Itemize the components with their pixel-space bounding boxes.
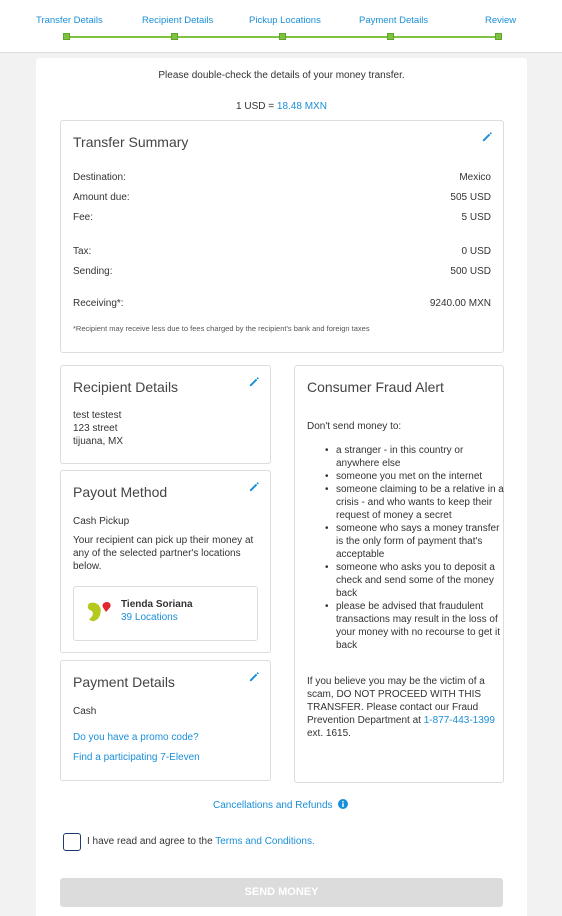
fraud-lead: Don't send money to:	[307, 421, 402, 432]
list-item-text: please be advised that fraudulent transactions may result in the loss of your money with no recourse to get it back	[336, 601, 500, 651]
summary-footnote: *Recipient may receive less due to fees charged by the recipient's bank and foreign taxes	[73, 324, 370, 333]
row-value: 5 USD	[461, 212, 491, 223]
edit-pencil-icon[interactable]	[482, 131, 493, 142]
promo-code-link[interactable]: Do you have a promo code?	[73, 732, 199, 743]
edit-pencil-icon[interactable]	[249, 671, 260, 682]
row-label: Destination:	[73, 172, 126, 183]
summary-row-receiving	[73, 298, 491, 309]
info-icon[interactable]	[338, 799, 348, 809]
list-item: • a stranger - in this country or anywhere else	[325, 445, 464, 469]
soriana-logo-icon	[86, 600, 112, 624]
summary-row-fee	[73, 212, 491, 223]
terms-checkbox[interactable]	[63, 833, 81, 851]
payment-details-title: Payment Details	[73, 674, 175, 690]
row-label: Sending:	[73, 266, 113, 277]
rate-prefix: 1 USD =	[236, 101, 277, 112]
terms-label	[87, 836, 315, 847]
list-item: • someone claiming to be a relative in a crisis - and who wants to keep their request of money a secret	[325, 484, 504, 521]
fraud-warning-list	[325, 444, 506, 652]
send-money-button[interactable]: SEND MONEY	[60, 878, 503, 907]
fraud-phone-link[interactable]: 1-877-443-1399	[423, 715, 495, 726]
summary-row-amount-due	[73, 192, 491, 203]
fraud-alert-box	[294, 365, 504, 783]
step-review: Review	[485, 15, 517, 26]
row-label: Tax:	[73, 246, 92, 257]
exchange-rate	[36, 101, 527, 112]
fraud-footer	[307, 675, 497, 740]
recipient-street: 123 street	[73, 423, 118, 434]
payout-method-box	[60, 470, 271, 653]
recipient-city: tijuana, MX	[73, 436, 124, 447]
list-item-text: someone you met on the internet	[336, 471, 483, 482]
step-dot	[387, 33, 394, 40]
list-item: • please be advised that fraudulent transactions may result in the loss of your money with no recourse to get it back	[325, 601, 500, 651]
payout-method-title: Payout Method	[73, 484, 168, 500]
recipient-details-title: Recipient Details	[73, 379, 179, 395]
cancellations-link[interactable]: Cancellations and Refunds	[213, 800, 333, 811]
list-item: • someone who says a money transfer is the only form of payment that's acceptable	[325, 523, 500, 560]
payment-details-box	[60, 660, 271, 781]
summary-row-tax	[73, 246, 491, 257]
step-pickup-locations[interactable]: Pickup Locations	[249, 15, 321, 26]
fraud-alert-title: Consumer Fraud Alert	[307, 379, 444, 395]
list-item: • someone who asks you to deposit a check and send some of the money back	[325, 562, 495, 599]
cancellations-link-row[interactable]	[213, 799, 348, 811]
list-item-text: a stranger - in this country or anywhere else	[336, 445, 464, 469]
intro-text: Please double-check the details of your money transfer.	[158, 70, 405, 81]
list-item-text: someone claiming to be a relative in a crisis - and who wants to keep their request of money a secret	[336, 484, 504, 521]
list-item: • someone you met on the internet	[325, 471, 483, 482]
step-recipient-details[interactable]: Recipient Details	[142, 15, 214, 26]
row-label: Amount due:	[73, 192, 130, 203]
recipient-details-box	[60, 365, 271, 464]
row-label: Receiving*:	[73, 298, 124, 309]
payout-method-value: Cash Pickup	[73, 516, 130, 527]
partner-locations-link[interactable]: 39 Locations	[121, 612, 178, 623]
edit-pencil-icon[interactable]	[249, 376, 260, 387]
terms-text: I have read and agree to the	[87, 836, 216, 847]
row-value: 505 USD	[450, 192, 491, 203]
partner-location-card[interactable]	[73, 586, 258, 641]
fraud-footer-ext: ext. 1615.	[307, 728, 351, 739]
row-value: 0 USD	[461, 246, 491, 257]
recipient-name: test testest	[73, 410, 122, 421]
step-dot	[279, 33, 286, 40]
step-dot	[171, 33, 178, 40]
seven-eleven-link[interactable]: Find a participating 7-Eleven	[73, 752, 200, 763]
row-label: Fee:	[73, 212, 94, 223]
review-card	[36, 58, 527, 916]
step-dot	[495, 33, 502, 40]
row-value: Mexico	[459, 172, 491, 183]
payout-description: Your recipient can pick up their money at any of the selected partner's locations below.	[73, 535, 254, 572]
row-value: 9240.00 MXN	[429, 298, 491, 309]
transfer-summary-title: Transfer Summary	[73, 134, 189, 150]
list-item-text: someone who says a money transfer is the only form of payment that's acceptable	[336, 523, 500, 560]
step-dot	[63, 33, 70, 40]
row-value: 500 USD	[450, 266, 491, 277]
step-transfer-details[interactable]: Transfer Details	[36, 15, 103, 26]
progress-header	[0, 0, 562, 53]
rate-value: 18.48 MXN	[276, 101, 327, 112]
summary-row-sending	[73, 266, 491, 277]
terms-link[interactable]: Terms and Conditions.	[215, 836, 315, 847]
fraud-footer-text: If you believe you may be the victim of a scam, DO NOT PROCEED WITH THIS TRANSFER. Please contact our Fraud Prevention Department at	[307, 676, 485, 726]
transfer-summary-box	[60, 120, 504, 353]
step-payment-details[interactable]: Payment Details	[359, 15, 429, 26]
list-item-text: someone who asks you to deposit a check and send some of the money back	[336, 562, 495, 599]
payment-method-value: Cash	[73, 706, 97, 717]
partner-name: Tienda Soriana	[121, 599, 193, 610]
summary-row-destination	[73, 172, 491, 183]
edit-pencil-icon[interactable]	[249, 481, 260, 492]
